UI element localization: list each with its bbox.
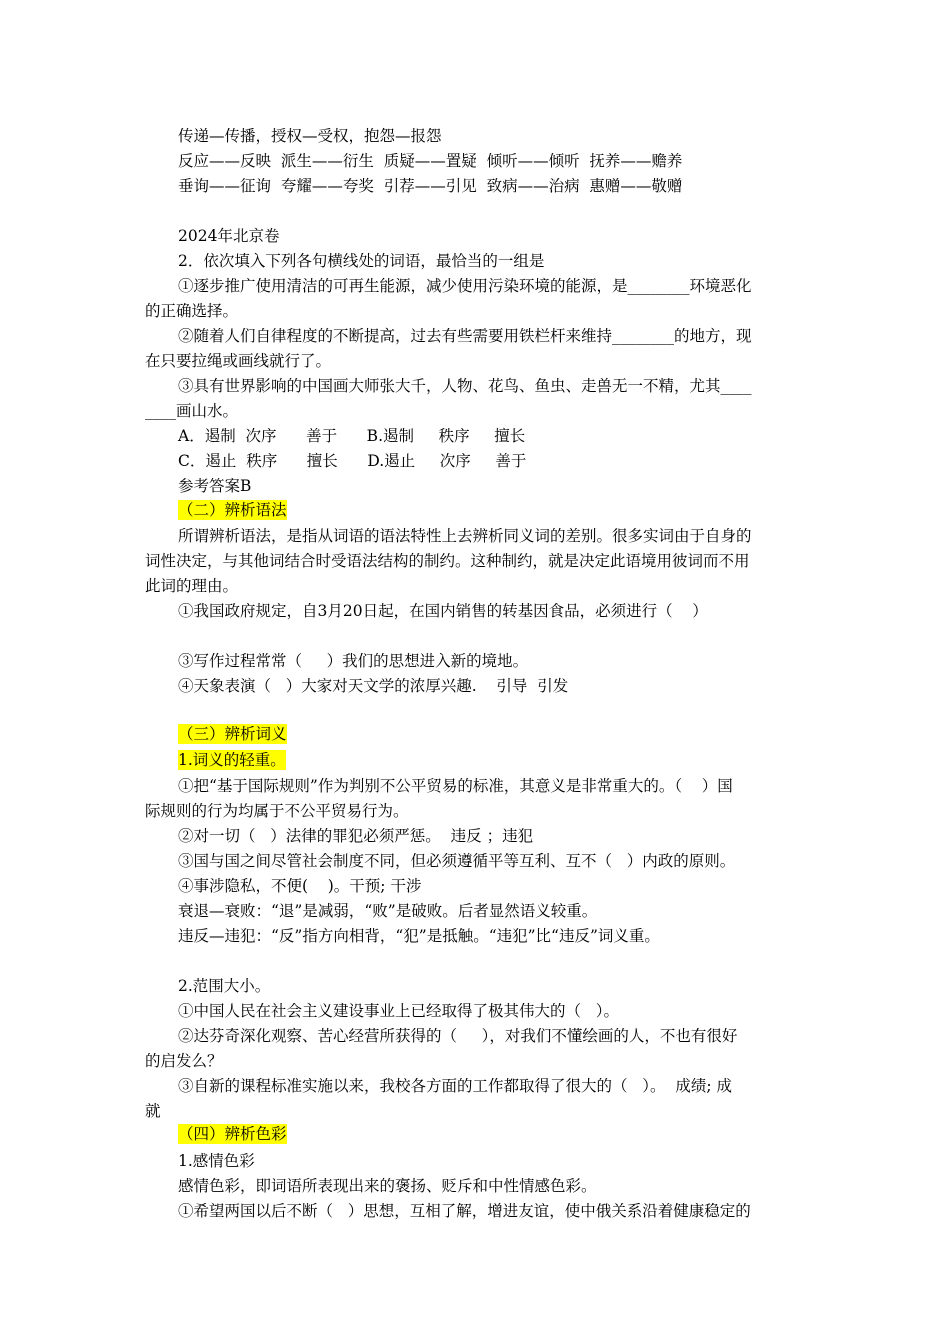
text-line: ②达芬奇深化观察、苦心经营所获得的（ ），对我们不懂绘画的人，不也有很好 [178, 1027, 738, 1045]
text-line: ①我国政府规定，自3月20日起，在国内销售的转基因食品，必须进行（ ） [178, 602, 708, 620]
text-line: 词性决定，与其他词结合时受语法结构的制约。这种制约，就是决定此语境用彼词而不用 [145, 552, 750, 570]
text-line: 际规则的行为均属于不公平贸易行为。 [145, 802, 409, 820]
subsection-heading: 1.词义的轻重。 [178, 751, 286, 769]
section-heading: （四）辨析色彩 [178, 1125, 287, 1143]
text-line: 传递—传播，授权—受权，抱怨—报怨 [178, 127, 442, 145]
option-line: C．遏止 秩序 擅长 D.遏止 次序 善于 [178, 452, 527, 470]
text-line: ____画山水。 [145, 402, 239, 420]
subsection-heading: 1.感情色彩 [178, 1152, 255, 1170]
text-line: ③写作过程常常（ ）我们的思想进入新的境地。 [178, 652, 529, 670]
text-line: 2．依次填入下列各句横线处的词语，最恰当的一组是 [178, 252, 545, 270]
answer-line: 参考答案B [178, 477, 252, 495]
text-line: 衰退—衰败：“退”是减弱，“败”是破败。后者显然语义较重。 [178, 902, 598, 920]
text-line: ①把“基于国际规则”作为判别不公平贸易的标准，其意义是非常重大的。（ ）国 [178, 777, 733, 795]
text-line: 的正确选择。 [145, 302, 239, 320]
text-line: ④事涉隐私，不便( )。干预; 干涉 [178, 877, 422, 895]
text-line: ①希望两国以后不断（ ）思想，互相了解，增进友谊，使中俄关系沿着健康稳定的 [178, 1202, 751, 1220]
text-line: ①逐步推广使用清洁的可再生能源，减少使用污染环境的能源，是________环境恶化 [178, 277, 752, 295]
text-line: ③自新的课程标准实施以来，我校各方面的工作都取得了很大的（ ）。 成绩; 成 [178, 1077, 733, 1095]
option-line: A．遏制 次序 善于 B.遏制 秩序 擅长 [178, 427, 526, 445]
text-line: 违反—违犯：“反”指方向相背，“犯”是抵触。“违犯”比“违反”词义重。 [178, 927, 660, 945]
text-line: ②随着人们自律程度的不断提高，过去有些需要用铁栏杆来维持________的地方，现 [178, 327, 752, 345]
text-line: 所谓辨析语法，是指从词语的语法特性上去辨析同义词的差别。很多实词由于自身的 [178, 527, 752, 545]
section-heading: （二）辨析语法 [178, 501, 287, 519]
text-line: ④天象表演（ ）大家对天文学的浓厚兴趣. 引导 引发 [178, 677, 569, 695]
text-line: 垂询——征询 夸耀——夸奖 引荐——引见 致病——治病 惠赠——敬赠 [178, 177, 683, 195]
section-heading: （三）辨析词义 [178, 725, 287, 743]
text-line: ②对一切（ ）法律的罪犯必须严惩。 违反 ；违犯 [178, 827, 534, 845]
text-line: 反应——反映 派生——衍生 质疑——置疑 倾听——倾听 抚养——赡养 [178, 152, 683, 170]
text-line: 2024年北京卷 [178, 227, 280, 245]
text-line: 的启发么？ [145, 1052, 223, 1070]
text-line: 此词的理由。 [145, 577, 239, 595]
text-line: ③具有世界影响的中国画大师张大千，人物、花鸟、鱼虫、走兽无一不精，尤其____ [178, 377, 752, 395]
text-line: 感情色彩，即词语所表现出来的褒扬、贬斥和中性情感色彩。 [178, 1177, 597, 1195]
text-line: ①中国人民在社会主义建设事业上已经取得了极其伟大的（ ）。 [178, 1002, 620, 1020]
text-line: 在只要拉绳或画线就行了。 [145, 352, 332, 370]
text-line: 就 [145, 1102, 161, 1120]
text-line: ③国与国之间尽管社会制度不同，但必须遵循平等互利、互不（ ）内政的原则。 [178, 852, 736, 870]
subsection-heading: 2.范围大小。 [178, 977, 271, 995]
